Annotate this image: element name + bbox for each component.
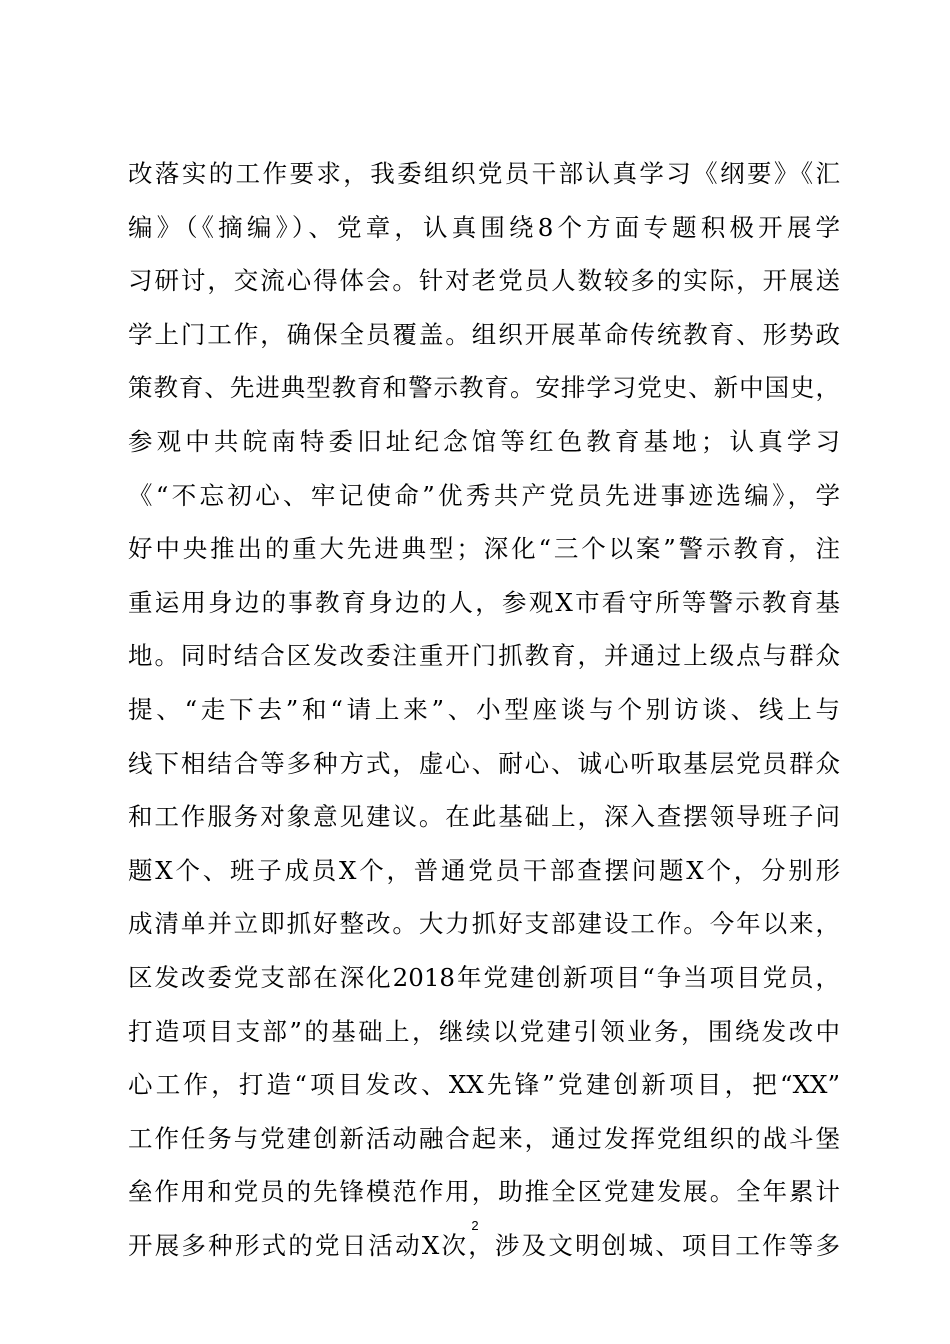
paragraph-line: 工作任务与党建创新活动融合起来，通过发挥党组织的战斗堡 [128,1123,840,1153]
paragraph-line: 垒作用和党员的先锋模范作用，助推全区党建发展。全年累计 [128,1177,840,1207]
paragraph-line: 区发改委党支部在深化2018年党建创新项目“争当项目党员， [128,962,840,992]
paragraph-line: 参观中共皖南特委旧址纪念馆等红色教育基地；认真学习 [128,426,840,456]
paragraph-line: 好中央推出的重大先进典型；深化“三个以案”警示教育，注 [128,534,840,564]
paragraph-line: 地。同时结合区发改委注重开门抓教育，并通过上级点与群众 [128,641,840,671]
paragraph-line: 改落实的工作要求，我委组织党员干部认真学习《纲要》《汇 [128,159,840,188]
paragraph-line: 和工作服务对象意见建议。在此基础上，深入查摆领导班子问 [128,802,840,832]
paragraph-line: 重运用身边的事教育身边的人，参观X市看守所等警示教育基 [128,587,840,617]
paragraph-line: 开展多种形式的党日活动X次，涉及文明创城、项目工作等多 [128,1230,840,1260]
paragraph-line: 提、“走下去”和“请上来”、小型座谈与个别访谈、线上与 [128,694,840,724]
paragraph-line: 打造项目支部”的基础上，继续以党建引领业务，围绕发改中 [128,1016,840,1046]
paragraph-line: 心工作，打造“项目发改、XX先锋”党建创新项目，把“XX” [128,1070,840,1100]
paragraph-line: 策教育、先进典型教育和警示教育。安排学习党史、新中国史， [128,373,840,403]
paragraph-line: 成清单并立即抓好整改。大力抓好支部建设工作。今年以来， [128,909,840,939]
page-number: 2 [471,1218,479,1233]
paragraph-line: 线下相结合等多种方式，虚心、耐心、诚心听取基层党员群众 [128,748,840,778]
paragraph-line: 《“不忘初心、牢记使命”优秀共产党员先进事迹选编》，学 [128,480,840,510]
paragraph-line: 习研讨，交流心得体会。针对老党员人数较多的实际，开展送 [128,266,840,296]
paragraph-line: 编》（《摘编》）、党章，认真围绕8个方面专题积极开展学 [128,212,840,242]
paragraph-line: 题X个、班子成员X个，普通党员干部查摆问题X个，分别形 [128,855,840,885]
paragraph-line: 学上门工作，确保全员覆盖。组织开展革命传统教育、形势政 [128,319,840,349]
body-paragraph [128,147,840,1272]
